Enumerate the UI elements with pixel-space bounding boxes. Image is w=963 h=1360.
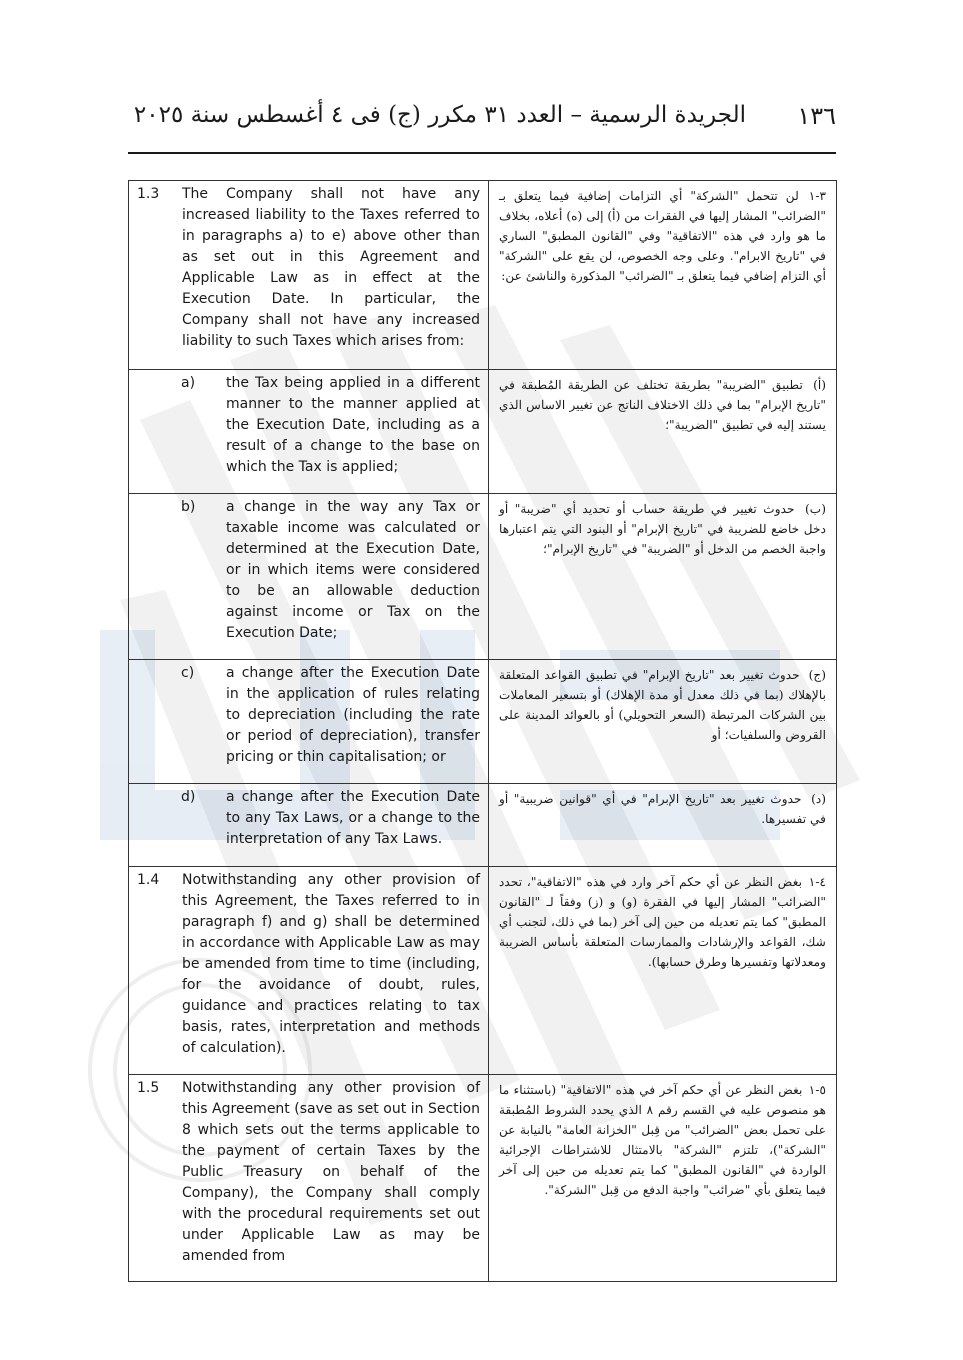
header-divider: [128, 152, 836, 154]
english-text: a change in the way any Tax or taxable income was calculated or determined at the Execution Date, or in which items were considered to be an allowable deduction against income or Tax on the Execution Date;: [226, 499, 480, 641]
english-text: the Tax being applied in a different manner to the manner applied at the Execution Date, including as a result of a change to the base on which the Tax is applied;: [226, 375, 480, 475]
clause-number: 1.5: [137, 1080, 160, 1096]
arabic-clause-number: (د): [811, 792, 826, 806]
arabic-text: حدوث تغيير في طريقة حساب أو تحديد أي "ضريبة" أو دخل خاضع للضريبة في "تاريخ الإبرام" أو البنود التي يتم اعتبارها واجبة الخصم من الدخل أو "الضريبة" في "تاريخ الإبرام"؛: [499, 502, 826, 556]
arabic-cell: [489, 660, 837, 784]
clause-letter: a): [181, 375, 196, 391]
arabic-text: حدوث تغيير بعد "تاريخ الإبرام" في أي "قوانين ضريبية" أو في تفسيرها.: [499, 792, 826, 826]
clause-row: [129, 867, 837, 1075]
arabic-clause-number: (ج): [808, 668, 826, 682]
english-text: Notwithstanding any other provision of this Agreement, the Taxes referred to in paragraph f) and g) shall be determined in accordance with Applicable Law as may be amended from time to time (including, for the avoidance of doubt, rules, guidance and practices relating to tax basis, rates, interpretation and methods of calculation).: [182, 872, 480, 1056]
arabic-clause-number: ٤-١: [808, 875, 826, 889]
english-text: a change after the Execution Date in the application of rules relating to depreciation (including the rate or period of depreciation), transfer pricing or thin capitalisation; or: [226, 665, 480, 765]
clause-row: [129, 660, 837, 784]
english-cell: [129, 494, 489, 660]
english-cell: [129, 181, 489, 370]
arabic-text: بغض النظر عن أي حكم آخر في هذه "الاتفاقية" (باستثناء ما هو منصوص عليه في القسم رقم ٨ الذي يحدد الشروط المُطبقة على تحمل بعض "الضرائب" من قِبل "الخزانة العامة" بالنيابة عن "الشركة")، تلتزم "الشركة" بالامتثال للاشتراطات الإجرائية الواردة في "القانون المطبق" كما يتم تعديله من حين إلى آخر فيما يتعلق بأي "ضرائب" واجبة الدفع من قِبل "الشركة".: [499, 1083, 826, 1197]
clause-row: [129, 370, 837, 494]
arabic-text: بغض النظر عن أي حكم آخر وارد في هذه "الاتفاقية"، تحدد "الضرائب" المشار إليها في الفقرة (و) و (ز) وفقاً لـ "القانون المطبق" كما يتم تعديله من حين إلى آخر (بما في ذلك، لتجنب أي شك، القواعد والإرشادات والممارسات المتعلقة بأساس الضريبة ومعدلاتها وتفسيرها وطرق حسابها).: [499, 875, 826, 969]
clause-letter: d): [181, 789, 196, 805]
clause-number: 1.3: [137, 186, 160, 202]
arabic-clause-number: ٣-١: [808, 189, 827, 203]
english-cell: [129, 660, 489, 784]
clause-letter: b): [181, 499, 196, 515]
english-cell: [129, 867, 489, 1075]
clause-letter: c): [181, 665, 195, 681]
page-header: [128, 98, 836, 144]
arabic-text: تطبيق "الضريبة" بطريقة تختلف عن الطريقة المُطبقة في "تاريخ الإبرام" بما في ذلك الاختلاف الناتج عن تغيير الاساس الذي يستند إليه في تطبيق "الضريبة"؛: [499, 378, 826, 432]
clause-row: [129, 181, 837, 370]
arabic-clause-number: (أ): [813, 378, 826, 392]
arabic-cell: [489, 784, 837, 867]
clause-row: [129, 1075, 837, 1282]
arabic-text: حدوث تغيير بعد "تاريخ الإبرام" في تطبيق القواعد المتعلقة بالإهلاك (بما في ذلك معدل أو مدة الإهلاك) أو بتسعير المعاملات بين الشركات المرتبطة (السعر التحويلي) أو بالعوائد المدينة على القروض والسلفيات؛ أو: [499, 668, 826, 742]
english-cell: [129, 784, 489, 867]
arabic-clause-number: (ب): [805, 502, 827, 516]
clause-number: 1.4: [137, 872, 160, 888]
arabic-text: لن تتحمل "الشركة" أي التزامات إضافية فيما يتعلق بـ "الضرائب" المشار إليها في الفقرات من (أ) إلى (ه) أعلاه، بخلاف ما هو وارد في هذه "الاتفاقية" وفي "القانون المطبق" الساري في "تاريخ الابرام". وعلى وجه الخصوص، لن يقع على "الشركة" أي التزام إضافي فيما يتعلق بـ "الضرائب" المذكورة والناشئ عن:: [499, 189, 826, 283]
page-title: الجريدة الرسمية – العدد ٣١ مكرر (ج) فى ٤ أغسطس سنة ٢٠٢٥: [133, 102, 746, 128]
english-text: a change after the Execution Date to any Tax Laws, or a change to the interpretation of any Tax Laws.: [226, 789, 480, 847]
english-cell: [129, 1075, 489, 1282]
clause-row: [129, 494, 837, 660]
arabic-cell: [489, 181, 837, 370]
english-text: Notwithstanding any other provision of this Agreement (save as set out in Section 8 which sets out the terms applicable to the payment of certain Taxes by the Public Treasury on behalf of the Company), the Company shall comply with the procedural requirements set out under Applicable Law as may be amended from: [182, 1080, 480, 1264]
arabic-cell: [489, 1075, 837, 1282]
page-number: ١٣٦: [797, 102, 836, 130]
english-text: The Company shall not have any increased liability to the Taxes referred to in paragraphs a) to e) above other than as set out in this Agreement and Applicable Law as in effect at the Execution Date. In particular, the Company shall not have any increased liability to such Taxes which arises from:: [182, 186, 480, 349]
english-cell: [129, 370, 489, 494]
clauses-table: [128, 180, 837, 1282]
arabic-cell: [489, 370, 837, 494]
clause-row: [129, 784, 837, 867]
arabic-cell: [489, 867, 837, 1075]
arabic-cell: [489, 494, 837, 660]
arabic-clause-number: ٥-١: [808, 1083, 826, 1097]
